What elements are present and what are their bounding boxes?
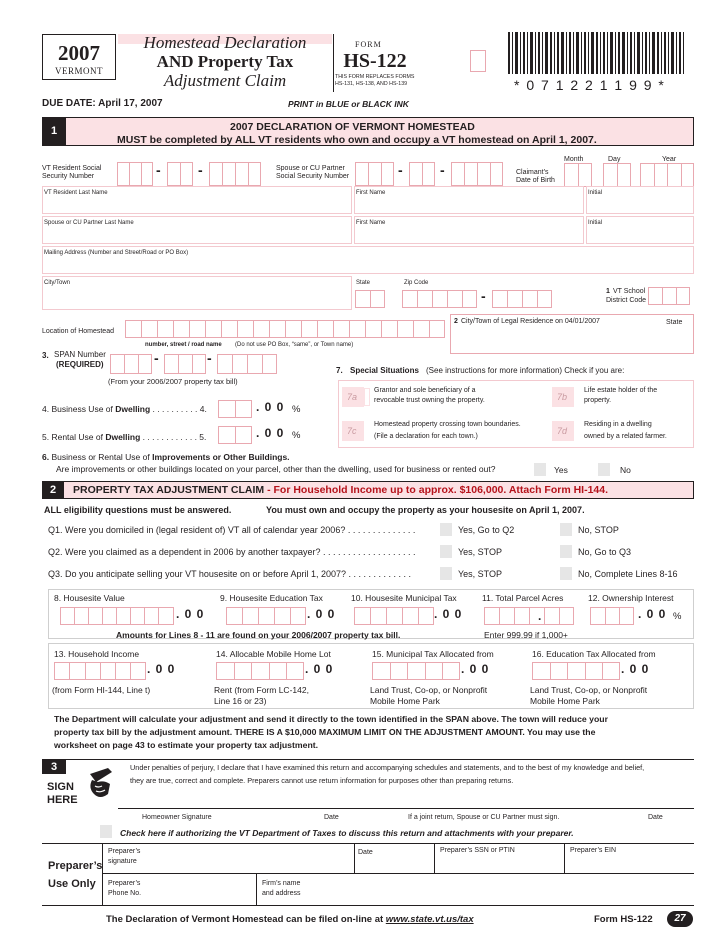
line9-cents: . 0 0: [307, 607, 336, 621]
line13-note: (from Form HI-144, Line t): [52, 685, 151, 695]
span-field-part1[interactable]: [110, 354, 152, 374]
authorize-checkbox[interactable]: [100, 825, 112, 838]
city-legal-state-label: State: [666, 319, 683, 326]
special-situations-box: [338, 380, 694, 448]
ssn-label-1: VT Resident Social: [42, 165, 102, 172]
s7b-line1: Life estate holder of the: [584, 387, 658, 394]
eligibility-note-rest: You must own and occupy the property as your housesite on April 1, 2007.: [266, 505, 585, 515]
q2-no: No, Go to Q3: [578, 547, 632, 557]
q1-no-checkbox[interactable]: [560, 523, 572, 536]
firm-label-1: Firm’s name: [262, 880, 301, 887]
due-date: DUE DATE: April 17, 2007: [42, 98, 163, 109]
homeowner-signature-label: Homeowner Signature: [142, 814, 212, 821]
line8-cents: . 0 0: [176, 607, 205, 621]
line13-cents: . 0 0: [147, 662, 176, 676]
pen-hand-icon: [86, 766, 114, 802]
first-name-label: First Name: [356, 190, 386, 196]
line12-input[interactable]: [590, 607, 634, 625]
dob-month-field[interactable]: [564, 163, 592, 187]
span-dash-1: -: [154, 350, 159, 366]
prep-ein-label: Preparer’s EIN: [570, 847, 617, 854]
q1-no: No, STOP: [578, 525, 619, 535]
line9-label: 9. Housesite Education Tax: [220, 593, 323, 603]
form-title-line2: AND Property Tax: [156, 52, 294, 71]
line14-cents: . 0 0: [305, 662, 334, 676]
here-label: HERE: [47, 794, 78, 806]
special-desc: (See instructions for more information) Check if you are:: [426, 366, 625, 375]
spouse-ssn-dash-2: -: [440, 162, 445, 178]
prep-date-divider: [354, 843, 355, 873]
form-number: HS-122: [343, 50, 407, 72]
zip-label: Zip Code: [404, 280, 429, 286]
span-number: 3.: [42, 351, 49, 360]
form-title-line3: Adjustment Claim: [163, 71, 287, 90]
amounts-note: Amounts for Lines 8 - 11 are found on your 2006/2007 property tax bill.: [116, 630, 401, 640]
location-hint: (Do not use PO Box, “same”, or Town name): [235, 342, 354, 348]
line5-input[interactable]: [218, 426, 252, 444]
line4-label: [42, 404, 207, 415]
span-dash-2: -: [207, 350, 212, 366]
city-legal-label: City/Town of Legal Residence on 04/01/2007: [461, 318, 600, 325]
footer-online: [106, 914, 474, 925]
mailing-address-input[interactable]: [42, 246, 694, 274]
q2-text: Q2. Were you claimed as a dependent in 2006 by another taxpayer? . . . . . . . . . . . . . . . . . . .: [48, 547, 416, 557]
spouse-ssn-dash-1: -: [398, 162, 403, 178]
line15-input[interactable]: [372, 662, 460, 680]
prep-ssn-label: Preparer’s SSN or PTIN: [440, 847, 515, 854]
school-code-input[interactable]: [648, 287, 690, 305]
s7d-tag: 7d: [557, 426, 568, 436]
form-title-line1: Homestead Declaration: [143, 33, 307, 52]
q1-yes-checkbox[interactable]: [440, 523, 452, 536]
ssn-field-part2[interactable]: [167, 162, 193, 186]
perjury-line1: Under penalties of perjury, I declare that I have examined this return and accompanying schedules and statements, and to the best of my knowledge and belief,: [130, 763, 645, 772]
span-field-part3[interactable]: [217, 354, 277, 374]
dob-day-label: Day: [608, 156, 621, 163]
mailing-address-label: Mailing Address (Number and Street/Road or PO Box): [44, 250, 189, 256]
s7b-tag: 7b: [557, 392, 568, 402]
spouse-initial-input[interactable]: [586, 216, 694, 244]
line15-note-1: Land Trust, Co-op, or Nonprofit: [370, 685, 488, 695]
line16-cents: . 0 0: [621, 662, 650, 676]
replaces-note-2: HS-131, HS-138, AND HS-139: [335, 81, 408, 87]
line4-dots: . . . . . . . . . . 4.: [150, 404, 207, 414]
q3-no: No, Complete Lines 8-16: [578, 569, 678, 579]
zip-dash: -: [481, 288, 486, 304]
line15-note-2: Mobile Home Park: [370, 696, 440, 706]
line13-label: 13. Household Income: [54, 649, 140, 659]
section3-top-rule: [42, 759, 694, 760]
line6-yes: Yes: [554, 465, 568, 475]
last-name-input[interactable]: [42, 186, 352, 214]
perjury-line2: they are true, correct and complete. Preparers cannot use return information for purposes other than preparing returns.: [130, 776, 514, 785]
s7a-tag: 7a: [347, 392, 358, 402]
dept-note-1: The Department will calculate your adjustment and send it directly to the town identified in the SPAN above. The town will reduce your: [54, 714, 608, 724]
line5-value: . 0 0: [256, 426, 285, 440]
q1-yes: Yes, Go to Q2: [458, 525, 515, 535]
dept-note-3: worksheet on page 43 to estimate your property tax adjustment.: [54, 740, 319, 750]
dob-label-1: Claimant’s: [516, 169, 549, 176]
spouse-ssn-label-2: Social Security Number: [276, 173, 350, 180]
line12-pct: %: [673, 611, 682, 622]
spouse-first-name-label: First Name: [356, 220, 386, 226]
spouse-first-name-input[interactable]: [354, 216, 584, 244]
location-label: Location of Homestead: [42, 328, 114, 335]
line12-label: 12. Ownership Interest: [588, 593, 674, 603]
line14-label: 14. Allocable Mobile Home Lot: [216, 649, 331, 659]
line6-text: Business or Rental Use of: [51, 452, 153, 462]
line5-dots: . . . . . . . . . . . . 5.: [140, 432, 207, 442]
section2-title-rest: - For Household Income up to approx. $106,000. Attach Form HI-144.: [264, 484, 609, 496]
line13-input[interactable]: [54, 662, 146, 680]
dob-year-field[interactable]: [640, 163, 694, 187]
print-note: PRINT in BLUE or BLACK INK: [288, 99, 409, 109]
preparer-mid-rule: [102, 873, 694, 874]
line16-note-1: Land Trust, Co-op, or Nonprofit: [530, 685, 648, 695]
line6-label: [42, 452, 290, 463]
firm-label-2: and address: [262, 890, 301, 897]
q2-yes: Yes, STOP: [458, 547, 503, 557]
s7c-line2: (File a declaration for each town.): [374, 433, 478, 440]
date-label-2: Date: [648, 814, 663, 821]
sign-label: SIGN: [47, 781, 74, 793]
school-code-label-2: District Code: [606, 297, 647, 304]
q1-text: Q1. Were you domiciled in (legal resident of) VT all of calendar year 2006? . . . . . . . . . . . . . .: [48, 525, 416, 535]
s7b-line2: property.: [584, 397, 612, 404]
line4-value: . 0 0: [256, 400, 285, 414]
line6-yes-checkbox[interactable]: [534, 463, 546, 476]
use-only-label: Use Only: [48, 878, 96, 890]
section2-title: [73, 484, 608, 496]
school-code-label-1: VT School: [613, 288, 646, 295]
line16-note-2: Mobile Home Park: [530, 696, 600, 706]
line5-bold: Dwelling: [105, 432, 141, 442]
line6-no-checkbox[interactable]: [598, 463, 610, 476]
s7d-line2: owned by a related farmer.: [584, 433, 667, 440]
line14-note-1: Rent (from Form LC-142,: [214, 685, 309, 695]
q3-yes: Yes, STOP: [458, 569, 503, 579]
spouse-last-name-label: Spouse or CU Partner Last Name: [44, 220, 134, 226]
city-town-label: City/Town: [44, 280, 71, 286]
barcode-number: * 0 7 1 2 2 1 1 9 9 *: [514, 77, 666, 93]
state-label: State: [356, 280, 371, 286]
span-label: SPAN Number: [54, 350, 106, 359]
spouse-signature-label: If a joint return, Spouse or CU Partner must sign.: [408, 814, 560, 821]
line5-label: [42, 432, 206, 443]
span-hint: (From your 2006/2007 property tax bill): [108, 377, 238, 386]
dob-year-label: Year: [662, 156, 677, 163]
footer-url-link[interactable]: www.state.vt.us/tax: [385, 914, 474, 925]
line10-input[interactable]: [354, 607, 434, 625]
date-label-1: Date: [324, 814, 339, 821]
first-name-input[interactable]: [354, 186, 584, 214]
line12-cents: . 0 0: [638, 607, 667, 621]
location-hint-bold: number, street / road name: [145, 342, 222, 348]
line4-pct: %: [292, 404, 301, 415]
ssn-field-part3[interactable]: [209, 162, 261, 186]
city-town-input[interactable]: [42, 276, 352, 310]
form-state: VERMONT: [55, 66, 103, 76]
section2-number: 2: [42, 481, 64, 499]
acres-note: Enter 999.99 if 1,000+: [484, 630, 568, 640]
q3-no-checkbox[interactable]: [560, 567, 572, 580]
dob-month-label: Month: [564, 156, 584, 163]
prep-sig-label-1: Preparer’s: [108, 848, 141, 855]
barcode-image: [508, 32, 684, 74]
prep-ssn-divider: [434, 843, 435, 873]
eligibility-note: ALL eligibility questions must be answered.: [44, 505, 232, 515]
line4-input[interactable]: [218, 400, 252, 418]
prep-date-label: Date: [358, 849, 373, 856]
ssn-field-part1[interactable]: [117, 162, 153, 186]
spouse-last-name-input[interactable]: [42, 216, 352, 244]
section1-subtitle: MUST be completed by ALL VT residents who own and occupy a VT homestead on April 1, 2007.: [117, 134, 597, 146]
s7d-line1: Residing in a dwelling: [584, 421, 652, 428]
q2-no-checkbox[interactable]: [560, 545, 572, 558]
line5-text: 5. Rental Use of: [42, 432, 106, 442]
city-legal-number: 2: [454, 318, 458, 325]
preparer-top-rule: [42, 843, 694, 844]
special-title: Special Situations: [350, 366, 419, 375]
preparers-label: Preparer’s: [48, 860, 103, 872]
spouse-ssn-label-1: Spouse or CU Partner: [276, 165, 345, 172]
preparer-divider: [102, 843, 103, 905]
header-divider: [333, 34, 334, 92]
location-input[interactable]: [125, 320, 445, 338]
ssn-label-2: Security Number: [42, 173, 95, 180]
line5-pct: %: [292, 430, 301, 441]
line15-label: 15. Municipal Tax Allocated from: [372, 649, 494, 659]
s7a-line1: Grantor and sole beneficiary of a: [374, 387, 476, 394]
section2-title-main: PROPERTY TAX ADJUSTMENT CLAIM: [73, 484, 265, 496]
line15-cents: . 0 0: [461, 662, 490, 676]
line6-number: 6.: [42, 452, 50, 462]
line11-label: 11. Total Parcel Acres: [482, 593, 564, 603]
line10-cents: . 0 0: [434, 607, 463, 621]
authorize-text: Check here if authorizing the VT Department of Taxes to discuss this return and attachments with your preparer.: [120, 828, 574, 838]
q2-yes-checkbox[interactable]: [440, 545, 452, 558]
initial-label: Initial: [588, 190, 603, 196]
ssn-dash-1: -: [156, 162, 161, 178]
signature-line: [118, 808, 694, 809]
span-field-part2[interactable]: [164, 354, 206, 374]
q3-text: Q3. Do you anticipate selling your VT housesite on or before April 1, 2007? . . . . . . . . . . . . .: [48, 569, 412, 579]
spouse-ssn-field-part3[interactable]: [451, 162, 503, 186]
section1-title: 2007 DECLARATION OF VERMONT HOMESTEAD: [230, 121, 475, 133]
dob-label-2: Date of Birth: [516, 177, 555, 184]
ssn-dash-2: -: [198, 162, 203, 178]
state-input[interactable]: [355, 290, 385, 308]
preparer-bottom-rule: [42, 905, 694, 906]
dob-day-field[interactable]: [603, 163, 631, 187]
span-required: (REQUIRED): [56, 360, 104, 369]
school-code-number: 1: [606, 288, 610, 295]
line4-text: 4. Business Use of: [42, 404, 116, 414]
line16-input[interactable]: [532, 662, 620, 680]
line11-dot: .: [538, 609, 542, 623]
prep-phone-label-2: Phone No.: [108, 890, 142, 897]
initial-input[interactable]: [586, 186, 694, 214]
s7c-line1: Homestead property crossing town boundaries.: [374, 421, 521, 428]
replaces-note-1: THIS FORM REPLACES FORMS: [335, 74, 415, 80]
spouse-ssn-field-part1[interactable]: [355, 162, 394, 186]
zip-input-part1[interactable]: [402, 290, 477, 308]
line8-label: 8. Housesite Value: [54, 593, 125, 603]
last-name-label: VT Resident Last Name: [44, 190, 108, 196]
line14-input[interactable]: [216, 662, 304, 680]
line6-bold: Improvements or Other Buildings.: [152, 452, 290, 462]
line8-input[interactable]: [60, 607, 174, 625]
dept-note-2: property tax bill by the adjustment amount. THERE IS A $10,000 MAXIMUM LIMIT ON THE ADJUSTMENT AMOUNT. You may use the: [54, 727, 596, 737]
footer-online-text: The Declaration of Vermont Homestead can be filed on-line at: [106, 914, 386, 925]
form-label: FORM: [355, 40, 382, 49]
form-year: 2007: [58, 41, 100, 65]
office-use-box: [470, 50, 486, 72]
line10-label: 10. Housesite Municipal Tax: [351, 593, 457, 603]
prep-phone-label-1: Preparer’s: [108, 880, 141, 887]
spouse-ssn-field-part2[interactable]: [409, 162, 435, 186]
line11-input[interactable]: [484, 607, 574, 625]
line4-bold: Dwelling: [115, 404, 151, 414]
firm-divider: [256, 873, 257, 905]
q3-yes-checkbox[interactable]: [440, 567, 452, 580]
footer-page-number: 27: [667, 911, 693, 927]
line16-label: 16. Education Tax Allocated from: [532, 649, 656, 659]
line14-note-2: Line 16 or 23): [214, 696, 267, 706]
line9-input[interactable]: [226, 607, 306, 625]
line6-no: No: [620, 465, 631, 475]
spouse-initial-label: Initial: [588, 220, 603, 226]
prep-ein-divider: [564, 843, 565, 873]
footer-form: Form HS-122: [594, 914, 653, 925]
line6-question: Are improvements or other buildings located on your parcel, other than the dwelling, used for business or rented out?: [56, 464, 496, 474]
special-number: 7.: [336, 366, 343, 375]
zip-input-part2[interactable]: [492, 290, 552, 308]
prep-sig-label-2: signature: [108, 858, 137, 865]
s7c-tag: 7c: [347, 426, 357, 436]
section1-number: 1: [42, 117, 66, 146]
s7a-line2: revocable trust owning the property.: [374, 397, 485, 404]
section3-number: 3: [42, 760, 66, 774]
